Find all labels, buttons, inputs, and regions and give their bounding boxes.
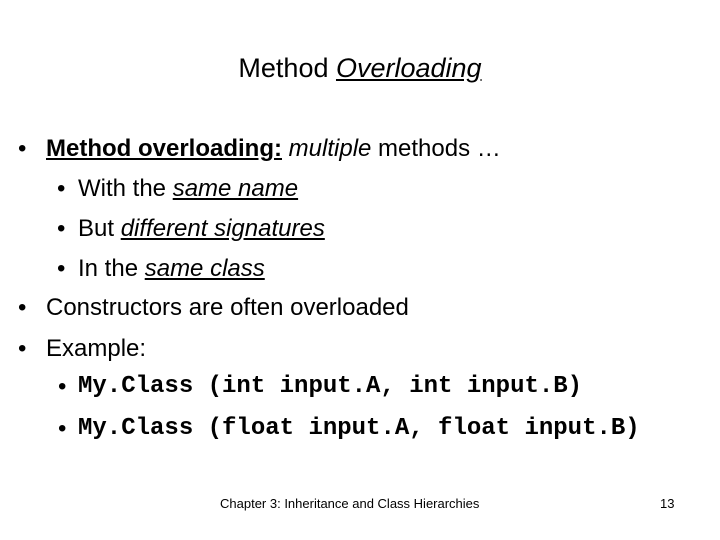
- code-line-float: [58, 414, 640, 444]
- code-text: My.Class (float input.A, float input.B): [78, 415, 640, 442]
- subbullet-same-class: • In the same class: [57, 255, 265, 282]
- emph-different-signatures: different signatures: [120, 215, 325, 242]
- bullet-glyph: •: [18, 135, 27, 162]
- bullet-glyph: •: [18, 294, 27, 321]
- bullet-constructors: [18, 293, 409, 323]
- bullet-glyph: •: [58, 415, 67, 442]
- bullet-glyph: •: [18, 335, 27, 362]
- emph-same-name: same name: [172, 175, 299, 202]
- bullet-glyph: •: [58, 373, 67, 400]
- slide-title: [0, 50, 720, 86]
- code-line-int: [58, 372, 583, 402]
- emph-same-class: same class: [144, 255, 265, 282]
- bullet-glyph: •: [57, 255, 66, 282]
- bullet-text: Constructors are often overloaded: [46, 294, 409, 321]
- footer-chapter: Chapter 3: Inheritance and Class Hierarchies: [220, 496, 480, 511]
- bullet-glyph: •: [57, 215, 66, 242]
- bullet-glyph: •: [57, 175, 66, 202]
- bullet-text: Method overloading: multiple methods …: [46, 135, 501, 162]
- bullet-text: Example:: [46, 335, 147, 362]
- bullet-example: [18, 334, 147, 364]
- bullet-method-overloading: [18, 134, 501, 164]
- term-method-overloading: Method overloading:: [46, 135, 282, 162]
- title-plain: Method: [238, 53, 336, 83]
- code-text: My.Class (int input.A, int input.B): [78, 373, 583, 400]
- subbullet-different-signatures: • But different signatures: [57, 215, 325, 242]
- term-multiple: multiple: [288, 135, 372, 162]
- title-emphasis: Overloading: [335, 53, 482, 83]
- page-number: 13: [660, 496, 675, 511]
- subbullet-same-name: • With the same name: [57, 175, 299, 202]
